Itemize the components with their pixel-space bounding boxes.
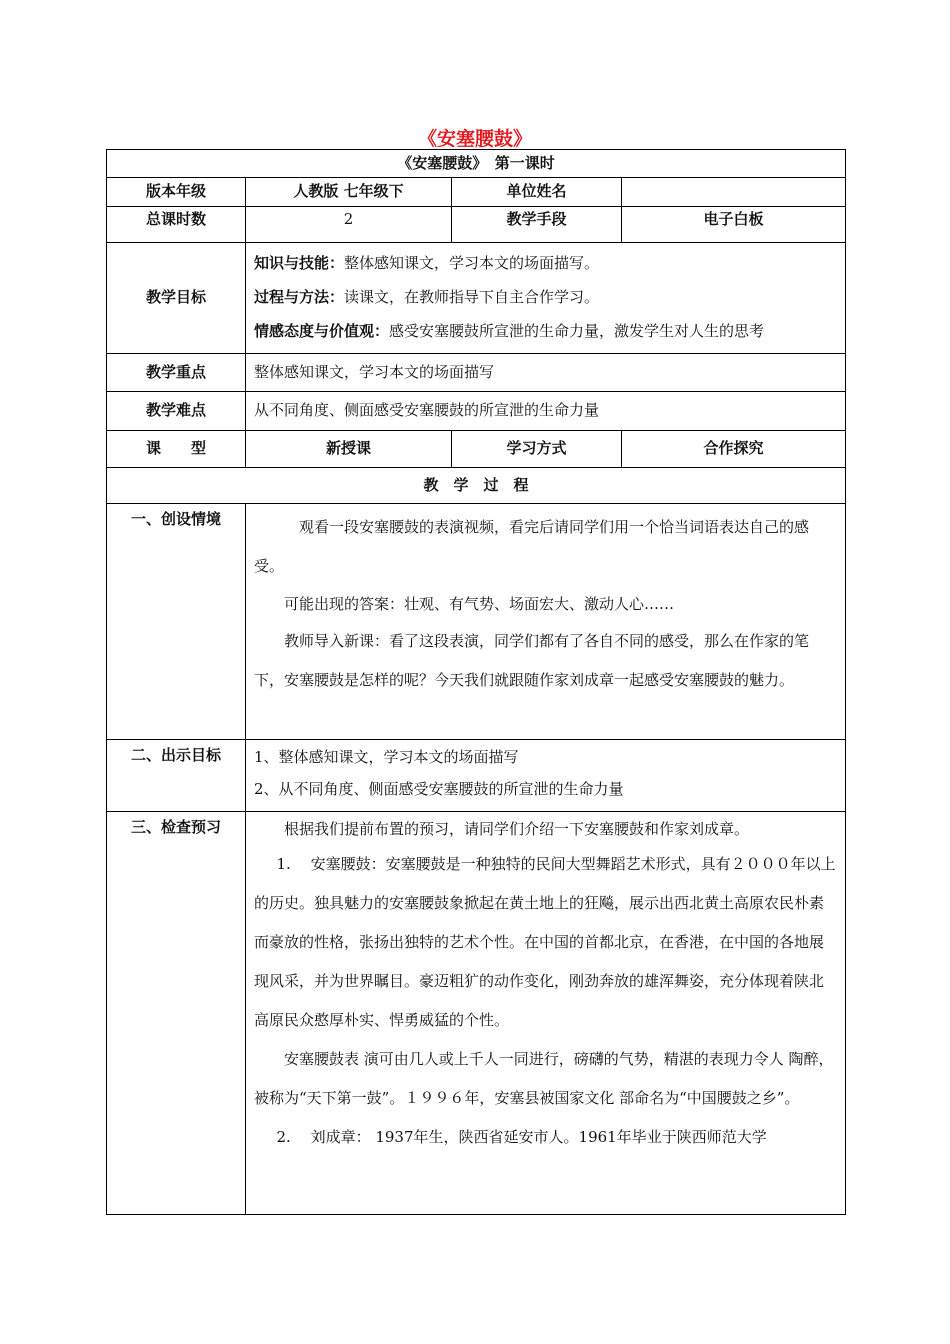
objective-process: 过程与方法：读课文，在教师指导下自主合作学习。: [254, 288, 600, 306]
difficulty-row: [107, 392, 846, 431]
section-3-content: [246, 812, 846, 1215]
section-3-row: [107, 812, 846, 1215]
objective-emotion: 情感态度与价值观：感受安塞腰鼓所宣泄的生命力量，激发学生对人生的思考: [254, 322, 765, 340]
section-3-label: 三、检查预习: [107, 812, 246, 1215]
lesson-title: 《安塞腰鼓》 第一课时: [107, 150, 846, 178]
type-row: [107, 431, 846, 468]
objectives-label: 教学目标: [107, 243, 246, 354]
hours-label: 总课时数: [107, 207, 246, 243]
section-3-paragraph: 安塞腰鼓表 演可由几人或上千人一同进行，磅礴的气势，精湛的表现力令人 陶醉，被称为“天下第一鼓”。１９９６年，安塞县被国家文化 部命名为“中国腰鼓之乡”。: [254, 1050, 834, 1107]
section-1-paragraph: 观看一段安塞腰鼓的表演视频，看完后请同学们用一个恰当词语表达自己的感受。: [254, 518, 810, 575]
document-title: 《安塞腰鼓》: [417, 128, 532, 150]
section-2-content: [246, 740, 846, 812]
objectives-row: [107, 243, 846, 354]
difficulty-text: 从不同角度、侧面感受安塞腰鼓的所宣泄的生命力量: [246, 392, 846, 431]
focus-row: [107, 354, 846, 392]
difficulty-label: 教学难点: [107, 392, 246, 431]
hours-row: [107, 207, 846, 243]
method-value: 合作探究: [622, 431, 846, 468]
focus-label: 教学重点: [107, 354, 246, 392]
lesson-header-row: [107, 150, 846, 178]
section-1-row: [107, 504, 846, 740]
objective-knowledge: 知识与技能：整体感知课文，学习本文的场面描写。: [254, 254, 600, 272]
unit-label: 单位姓名: [452, 178, 622, 207]
hours-value: 2: [246, 207, 452, 243]
section-1-paragraph: 教师导入新课：看了这段表演，同学们都有了各自不同的感受，那么在作家的笔下，安塞腰鼓是怎样的呢？今天我们就跟随作家刘成章一起感受安塞腰鼓的魅力。: [254, 632, 810, 689]
unit-value: [622, 178, 846, 207]
section-3-paragraph: 根据我们提前布置的预习，请同学们介绍一下安塞腰鼓和作家刘成章。: [284, 820, 750, 838]
section-3-paragraph: 1. 安塞腰鼓：安塞腰鼓是一种独特的民间大型舞蹈艺术形式，具有２０００年以上的历史。独具魅力的安塞腰鼓象掀起在黄土地上的狂飚，展示出西北黄土高原农民朴素而豪放的性格，张扬出独特的艺术个性。在中国的首都北京，在香港，在中国的各地展现风采，并为世界瞩目。豪迈粗犷的动作变化，刚劲奔放的雄浑舞姿，充分体现着陕北高原民众憨厚朴实、悍勇威猛的个性。: [254, 855, 836, 1029]
section-1-paragraph: 可能出现的答案：壮观、有气势、场面宏大、激动人心……: [284, 595, 675, 613]
type-value: 新授课: [246, 431, 452, 468]
edition-label: 版本年级: [107, 178, 246, 207]
lesson-plan-table: [106, 149, 846, 1215]
section-1-label: 一、创设情境: [107, 504, 246, 740]
method-label: 学习方式: [452, 431, 622, 468]
edition-value: 人教版 七年级下: [246, 178, 452, 207]
section-3-paragraph: 2. 刘成章： 1937年生，陕西省延安市人。1961年毕业于陕西师范大学: [276, 1128, 767, 1146]
section-2-item: 2、从不同角度、侧面感受安塞腰鼓的所宣泄的生命力量: [254, 780, 624, 798]
process-heading: 教 学 过 程: [107, 468, 846, 504]
focus-text: 整体感知课文，学习本文的场面描写: [246, 354, 846, 392]
means-value: 电子白板: [622, 207, 846, 243]
edition-row: [107, 178, 846, 207]
type-label: 课 型: [107, 431, 246, 468]
objectives-content: [246, 243, 846, 354]
section-1-content: [246, 504, 846, 740]
means-label: 教学手段: [452, 207, 622, 243]
process-heading-row: [107, 468, 846, 504]
section-2-row: [107, 740, 846, 812]
section-2-label: 二、出示目标: [107, 740, 246, 812]
section-2-item: 1、整体感知课文，学习本文的场面描写: [254, 748, 519, 766]
